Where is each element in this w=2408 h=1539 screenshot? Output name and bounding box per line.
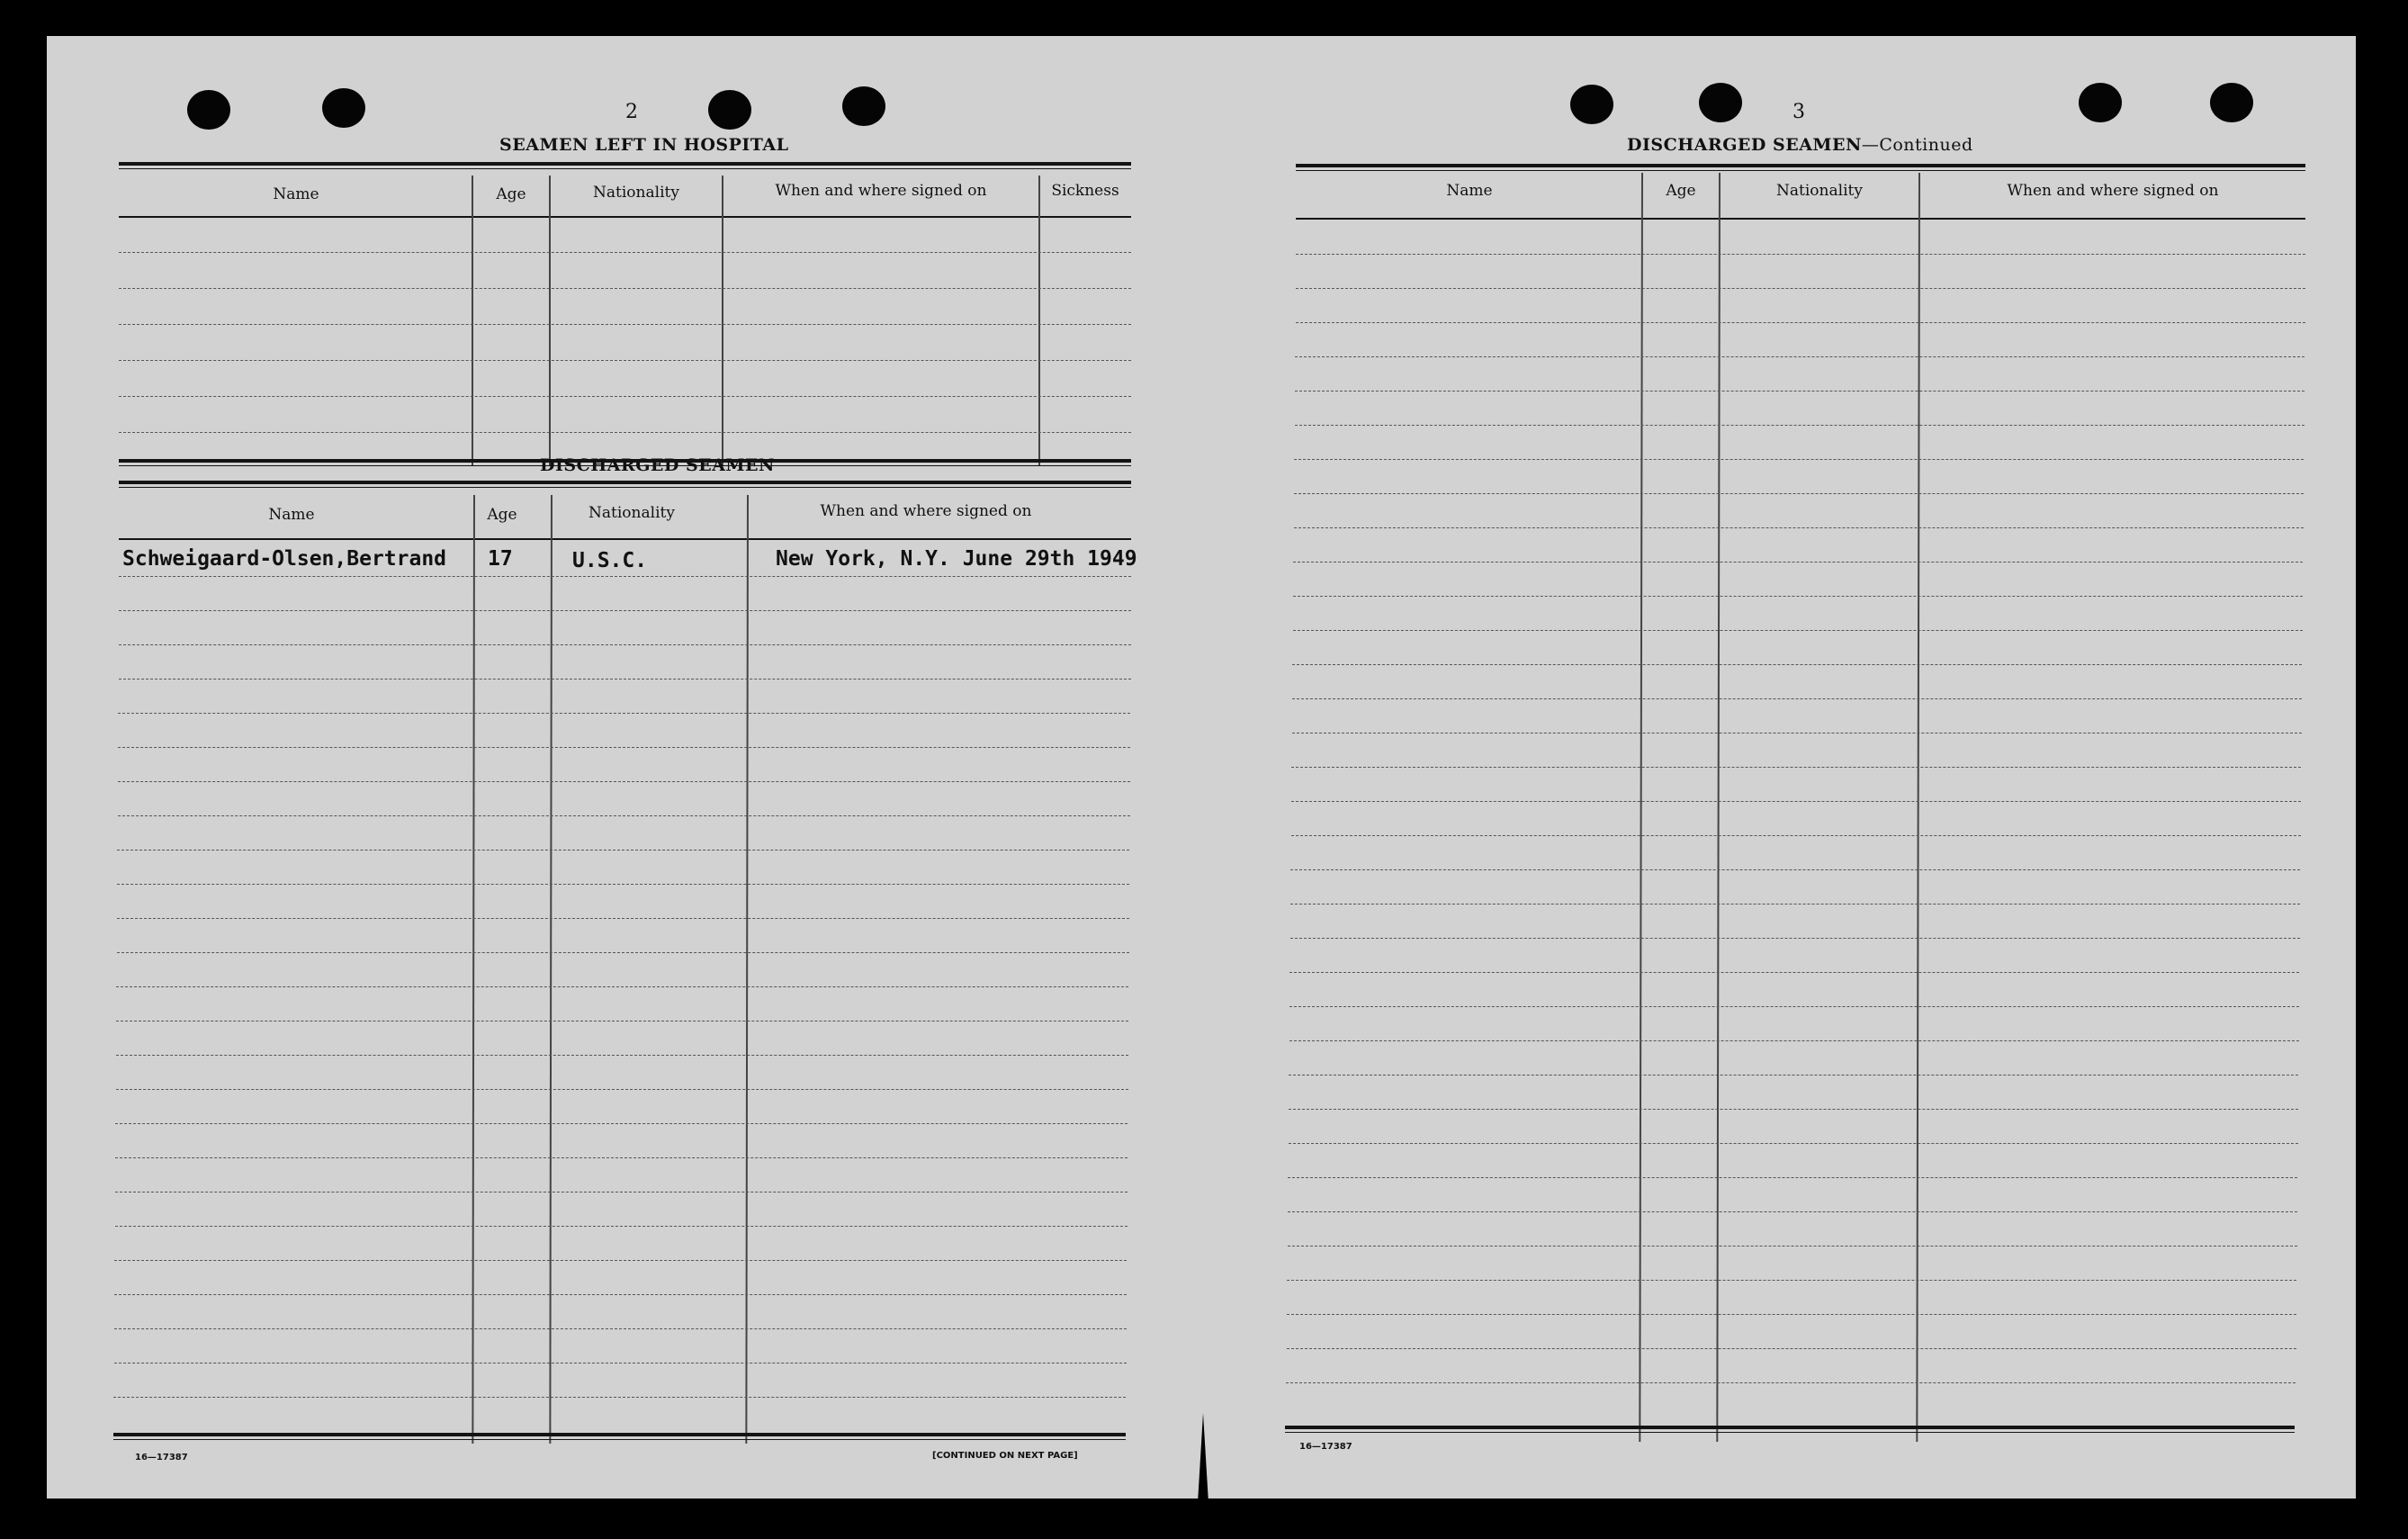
discharged-row-line: [117, 918, 1129, 919]
hospital-divider-4: [1038, 176, 1040, 465]
right-row-line: [1288, 1211, 2297, 1212]
continued-note: [CONTINUED ON NEXT PAGE]: [932, 1451, 1078, 1461]
right-row-line: [1288, 1177, 2297, 1178]
right-row-line: [1291, 835, 2301, 836]
discharged-header-rule: [119, 538, 1131, 540]
discharged-row-line: [114, 1294, 1127, 1295]
punch-hole-7: [2079, 83, 2122, 122]
right-row-line: [1294, 527, 2304, 528]
right-row-line: [1296, 254, 2305, 255]
discharged-divider-2: [549, 495, 553, 1444]
right-row-line: [1287, 1280, 2296, 1281]
right-section-title: [1627, 135, 1973, 155]
discharged-row-line: [116, 1089, 1128, 1090]
right-col-signed-on: When and where signed on: [2007, 182, 2219, 200]
punch-hole-2: [322, 88, 365, 128]
right-section-title-suffix: —Continued: [1861, 135, 1973, 155]
discharged-row-line: [116, 986, 1128, 987]
hospital-col-sickness: Sickness: [1051, 182, 1119, 200]
discharged-row-line: [115, 1226, 1128, 1227]
discharged-row-line: [115, 1123, 1128, 1124]
right-top-rule: [1296, 164, 2305, 171]
right-row-line: [1295, 391, 2305, 392]
left-form-number: 16—17387: [135, 1453, 188, 1462]
discharged-col-nationality: Nationality: [589, 504, 675, 522]
hospital-divider-1: [472, 176, 473, 465]
right-row-line: [1289, 1006, 2299, 1007]
hospital-divider-2: [549, 176, 551, 465]
right-row-line: [1292, 664, 2302, 665]
discharged-row-line: [114, 1260, 1127, 1261]
left-page-number: 2: [625, 101, 638, 123]
right-row-line: [1291, 801, 2301, 802]
right-row-line: [1292, 733, 2302, 734]
center-fold-mark: [1198, 1413, 1208, 1503]
hospital-row-line: [119, 360, 1131, 361]
punch-hole-1: [187, 90, 230, 130]
punch-hole-5: [1570, 85, 1613, 124]
punch-hole-3: [708, 90, 751, 130]
discharged-divider-3: [745, 495, 749, 1444]
right-form-number: 16—17387: [1299, 1442, 1352, 1452]
discharged-row-line: [114, 1363, 1127, 1364]
hospital-row-line: [119, 252, 1131, 253]
right-row-line: [1293, 596, 2303, 597]
discharged-row-line: [119, 679, 1131, 680]
right-row-line: [1295, 425, 2305, 426]
hospital-row-line: [119, 432, 1131, 433]
right-bottom-rule: [1285, 1426, 2295, 1433]
discharged-row-line: [113, 1397, 1126, 1398]
hospital-col-nationality: Nationality: [593, 184, 679, 202]
right-row-line: [1293, 630, 2303, 631]
right-row-line: [1287, 1348, 2296, 1349]
discharged-divider-1: [472, 495, 475, 1444]
right-row-line: [1287, 1314, 2296, 1315]
right-row-line: [1296, 288, 2305, 289]
hospital-col-age: Age: [496, 185, 526, 203]
discharged-row-line: [116, 1055, 1128, 1056]
discharged-top-rule: [119, 481, 1131, 488]
discharged-row-line: [115, 1157, 1128, 1158]
discharged-row-line: [119, 576, 1131, 577]
discharged-row-line: [118, 747, 1130, 748]
right-row-line: [1289, 1040, 2299, 1041]
right-row-line: [1290, 869, 2300, 870]
right-divider-3: [1916, 173, 1920, 1442]
discharged-row-line: [116, 1021, 1128, 1022]
hospital-divider-3: [722, 176, 723, 465]
right-row-line: [1290, 938, 2300, 939]
punch-hole-6: [1699, 83, 1742, 122]
discharged-row-line: [119, 644, 1131, 645]
hospital-col-signed-on: When and where signed on: [775, 182, 987, 200]
right-row-line: [1291, 767, 2301, 768]
hospital-top-rule: [119, 162, 1131, 169]
hospital-col-name: Name: [273, 185, 319, 203]
discharged-row-line: [118, 815, 1130, 816]
discharged-row-line: [117, 952, 1129, 953]
right-col-age: Age: [1666, 182, 1696, 200]
discharged-row-line: [114, 1328, 1127, 1329]
right-row-line: [1294, 459, 2304, 460]
right-row-line: [1292, 698, 2302, 699]
right-page-number: 3: [1793, 101, 1805, 123]
discharged-row-line: [117, 884, 1129, 885]
right-col-name: Name: [1446, 182, 1493, 200]
discharged-row-line: [118, 781, 1130, 782]
discharged-row-line: [119, 610, 1131, 611]
discharged-section-title: DISCHARGED SEAMEN: [540, 455, 775, 475]
discharged-row-1-nationality: U.S.C.: [572, 549, 648, 572]
right-col-nationality: Nationality: [1776, 182, 1863, 200]
right-row-line: [1289, 1075, 2298, 1076]
discharged-row-1-age: 17: [488, 547, 513, 571]
right-header-rule: [1296, 218, 2305, 220]
hospital-section-title: SEAMEN LEFT IN HOSPITAL: [499, 135, 789, 155]
discharged-row-1-signed-on: New York, N.Y. June 29th 1949: [776, 547, 1137, 571]
discharged-row-1-name: Schweigaard-Olsen,Bertrand: [122, 547, 447, 571]
hospital-header-rule: [119, 216, 1131, 218]
punch-hole-4: [842, 86, 885, 126]
right-section-title-text: DISCHARGED SEAMEN: [1627, 135, 1862, 155]
discharged-bottom-rule: [113, 1433, 1126, 1440]
discharged-col-name: Name: [268, 506, 315, 524]
discharged-col-age: Age: [487, 506, 517, 524]
right-row-line: [1296, 322, 2305, 323]
right-divider-1: [1639, 173, 1643, 1442]
hospital-row-line: [119, 288, 1131, 289]
punch-hole-8: [2210, 83, 2253, 122]
right-row-line: [1289, 1143, 2298, 1144]
discharged-col-signed-on: When and where signed on: [820, 502, 1032, 520]
right-row-line: [1289, 1109, 2298, 1110]
right-row-line: [1294, 493, 2304, 494]
right-row-line: [1289, 972, 2299, 973]
hospital-row-line: [119, 396, 1131, 397]
discharged-row-line: [118, 713, 1130, 714]
document-paper: [47, 36, 2356, 1498]
right-row-line: [1286, 1382, 2296, 1383]
right-row-line: [1295, 356, 2305, 357]
hospital-row-line: [119, 324, 1131, 325]
right-divider-2: [1716, 173, 1721, 1442]
